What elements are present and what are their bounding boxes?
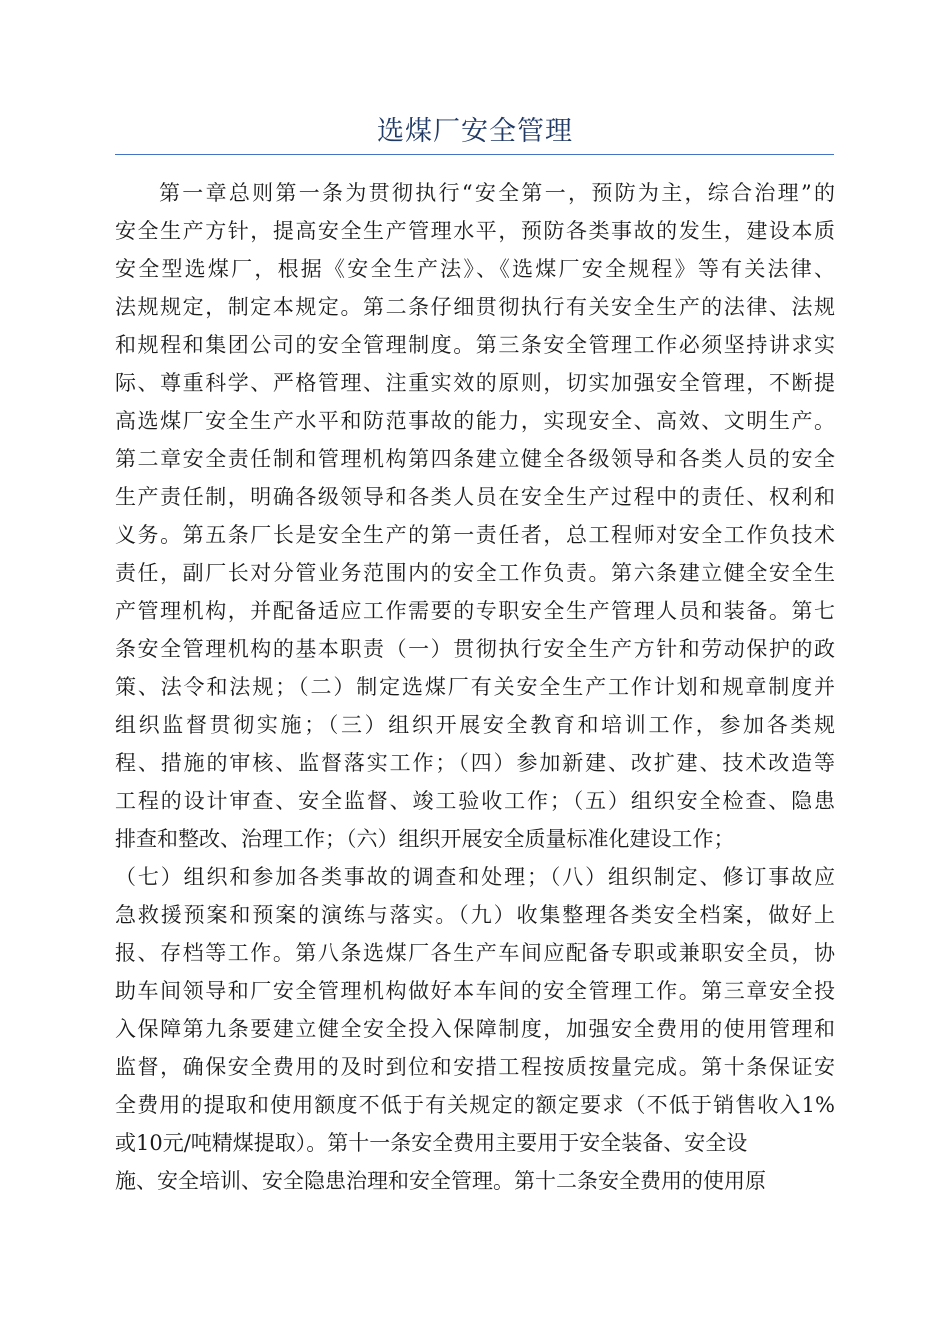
paragraph-line: 条安全管理机构的基本职责（一）贯彻执行安全生产方针和劳动保护的政 xyxy=(115,637,835,661)
paragraph-line: 安全生产方针，提高安全生产管理水平，预防各类事故的发生，建设本质 xyxy=(115,219,835,243)
paragraph-line: 安全型选煤厂，根据《安全生产法》、《选煤厂安全规程》等有关法律、 xyxy=(115,257,835,281)
paragraph-line: 策、法令和法规；（二）制定选煤厂有关安全生产工作计划和规章制度并 xyxy=(115,675,835,699)
paragraph-line: 组织监督贯彻实施；（三）组织开展安全教育和培训工作，参加各类规 xyxy=(115,713,835,737)
paragraph-line: 排查和整改、治理工作；（六）组织开展安全质量标准化建设工作； xyxy=(115,827,735,851)
paragraph-line: 义务。第五条厂长是安全生产的第一责任者，总工程师对安全工作负技术 xyxy=(115,523,835,547)
paragraph-line: 高选煤厂安全生产水平和防范事故的能力，实现安全、高效、文明生产。 xyxy=(115,409,835,433)
paragraph-line: 生产责任制，明确各级领导和各类人员在安全生产过程中的责任、权利和 xyxy=(115,485,835,509)
paragraph-line: 产管理机构，并配备适应工作需要的专职安全生产管理人员和装备。第七 xyxy=(115,599,835,623)
paragraph-line: 程、措施的审核、监督落实工作；（四）参加新建、改扩建、技术改造等 xyxy=(115,751,835,775)
paragraph-line: 第一章总则第一条为贯彻执行“安全第一，预防为主，综合治理”的 xyxy=(159,181,835,205)
page-title: 选煤厂安全管理 xyxy=(377,116,573,147)
paragraph-line: 工程的设计审查、安全监督、竣工验收工作；（五）组织安全检查、隐患 xyxy=(115,789,835,813)
paragraph-line: 第二章安全责任制和管理机构第四条建立健全各级领导和各类人员的安全 xyxy=(115,447,835,471)
paragraph-line: 际、尊重科学、严格管理、注重实效的原则，切实加强安全管理，不断提 xyxy=(115,371,835,395)
paragraph-line: 入保障第九条要建立健全安全投入保障制度，加强安全费用的使用管理和 xyxy=(115,1017,835,1041)
paragraph-line: 和规程和集团公司的安全管理制度。第三条安全管理工作必须坚持讲求实 xyxy=(115,333,835,357)
paragraph-line: 急救援预案和预案的演练与落实。（九）收集整理各类安全档案，做好上 xyxy=(115,903,835,927)
paragraph-line: 报、存档等工作。第八条选煤厂各生产车间应配备专职或兼职安全员，协 xyxy=(115,941,835,965)
document-body xyxy=(115,174,835,1200)
paragraph-line: 施、安全培训、安全隐患治理和安全管理。第十二条安全费用的使用原 xyxy=(115,1169,766,1193)
title-underline xyxy=(115,154,834,155)
paragraph-line: （七）组织和参加各类事故的调查和处理；（八）组织制定、修订事故应 xyxy=(115,865,835,889)
paragraph-line: 助车间领导和厂安全管理机构做好本车间的安全管理工作。第三章安全投 xyxy=(115,979,835,1003)
paragraph-line: 全费用的提取和使用额度不低于有关规定的额定要求（不低于销售收入1% xyxy=(115,1093,835,1117)
paragraph-line: 监督，确保安全费用的及时到位和安措工程按质按量完成。第十条保证安 xyxy=(115,1055,835,1079)
paragraph-line: 责任，副厂长对分管业务范围内的安全工作负责。第六条建立健全安全生 xyxy=(115,561,835,585)
paragraph-line: 法规规定，制定本规定。第二条仔细贯彻执行有关安全生产的法律、法规 xyxy=(115,295,835,319)
paragraph-line: 或10元/吨精煤提取）。第十一条安全费用主要用于安全装备、安全设 xyxy=(115,1131,748,1155)
